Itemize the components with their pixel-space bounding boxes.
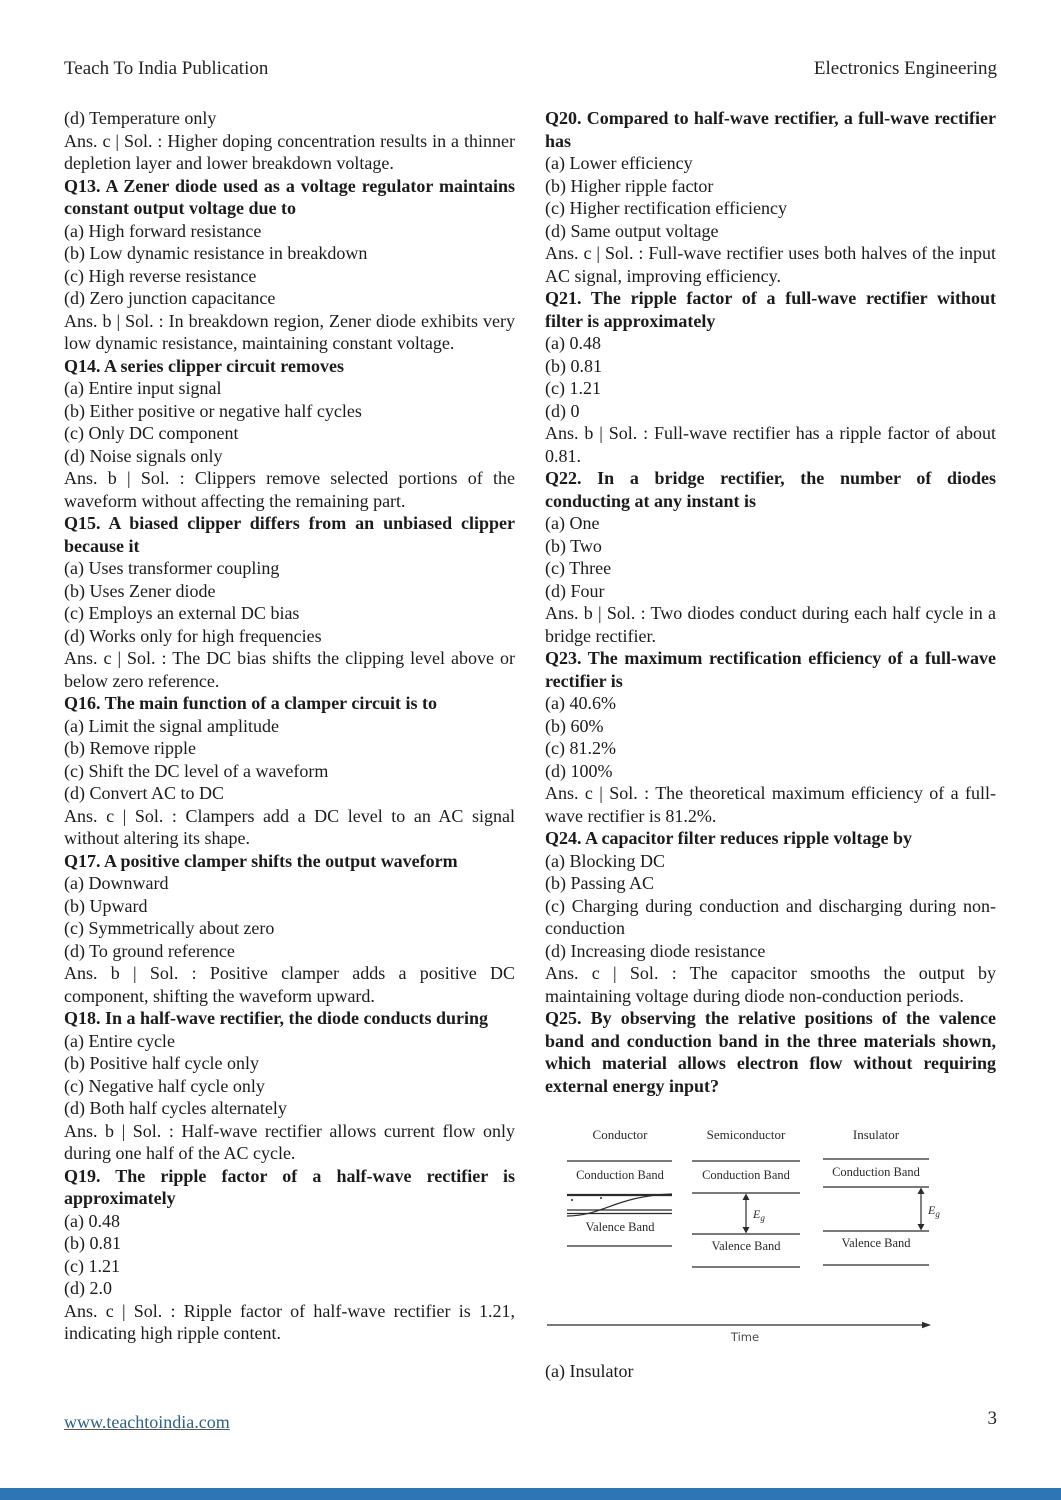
option-text: (d) Increasing diode resistance bbox=[545, 940, 766, 961]
option-text: (a) Entire cycle bbox=[64, 1030, 175, 1051]
option-text: (b) Higher ripple factor bbox=[545, 175, 714, 196]
subject-title: Electronics Engineering bbox=[813, 58, 997, 79]
question-text: Q22. In a bridge rectifier, the number of diodes conducting at any instant is bbox=[545, 468, 996, 511]
option-text: (a) High forward resistance bbox=[64, 220, 262, 241]
answer-text: Ans. c | Sol. : Ripple factor of half-wave rectifier is 1.21, indicating high ripple content. bbox=[64, 1300, 515, 1343]
question-text: Q25. By observing the relative positions of the valence band and conduction band in the three materials shown, which material allows electron flow without requiring external energy input? bbox=[545, 1008, 996, 1096]
footer-accent-bar bbox=[0, 1488, 1061, 1500]
option-text: (c) Three bbox=[545, 558, 612, 578]
conduction-band-label: Conduction Band bbox=[702, 1168, 790, 1182]
option-text: (b) Passing AC bbox=[545, 873, 655, 893]
valence-band-label: Valence Band bbox=[841, 1236, 911, 1250]
time-axis-arrowhead bbox=[922, 1322, 931, 1328]
left-column bbox=[64, 107, 515, 1382]
option-text: (a) Entire input signal bbox=[64, 378, 222, 398]
question-text: Q19. The ripple factor of a half-wave rectifier is approximately bbox=[64, 1165, 515, 1208]
option-text: (c) Only DC component bbox=[64, 423, 239, 443]
option-text: (b) Uses Zener diode bbox=[64, 580, 216, 601]
option-text: (a) 0.48 bbox=[64, 1210, 120, 1231]
conductor-title: Conductor bbox=[592, 1127, 648, 1142]
option-text: (b) 60% bbox=[545, 715, 604, 736]
answer-text: Ans. b | Sol. : In breakdown region, Zener diode exhibits very low dynamic resistance, maintaining constant voltage. bbox=[64, 310, 515, 353]
semiconductor-band-diagram bbox=[692, 1127, 800, 1267]
option-text: (c) 1.21 bbox=[64, 1255, 120, 1276]
right-column-after-diagram bbox=[545, 1360, 996, 1383]
option-text: (d) Zero junction capacitance bbox=[64, 288, 276, 308]
question-text: Q23. The maximum rectification efficiency of a full-wave rectifier is bbox=[545, 648, 996, 691]
option-text: (a) 40.6% bbox=[545, 693, 616, 713]
option-text: (d) Temperature only bbox=[64, 108, 217, 128]
option-text: (c) High reverse resistance bbox=[64, 265, 257, 286]
answer-text: Ans. c | Sol. : Clampers add a DC level to an AC signal without altering its shape. bbox=[64, 805, 515, 848]
question-text: Q18. In a half-wave rectifier, the diode conducts during bbox=[64, 1008, 489, 1028]
website-link[interactable]: www.teachtoindia.com bbox=[64, 1412, 230, 1432]
question-text: Q21. The ripple factor of a full-wave rectifier without filter is approximately bbox=[545, 288, 996, 331]
option-text: (d) Four bbox=[545, 580, 605, 601]
valence-band-label: Valence Band bbox=[585, 1220, 655, 1234]
right-column bbox=[545, 107, 996, 1382]
option-text: (b) Low dynamic resistance in breakdown bbox=[64, 243, 368, 263]
answer-text: Ans. c | Sol. : The DC bias shifts the clipping level above or below zero reference. bbox=[64, 648, 515, 691]
option-text: (d) Convert AC to DC bbox=[64, 783, 224, 803]
conduction-band-label: Conduction Band bbox=[576, 1168, 664, 1182]
option-text: (a) Insulator bbox=[545, 1360, 634, 1381]
question-text: Q16. The main function of a clamper circuit is to bbox=[64, 693, 437, 713]
option-text: (a) Lower efficiency bbox=[545, 153, 693, 173]
option-text: (a) Downward bbox=[64, 873, 169, 893]
question-text: Q15. A biased clipper differs from an unbiased clipper because it bbox=[64, 513, 515, 556]
option-text: (c) Higher rectification efficiency bbox=[545, 198, 788, 218]
option-text: (a) 0.48 bbox=[545, 333, 601, 353]
option-text: (b) 0.81 bbox=[545, 355, 602, 376]
answer-text: Ans. b | Sol. : Half-wave rectifier allows current flow only during one half of the AC cycle. bbox=[64, 1120, 515, 1163]
option-text: (b) Upward bbox=[64, 895, 148, 916]
option-text: (b) Either positive or negative half cycles bbox=[64, 400, 362, 421]
option-text: (d) Works only for high frequencies bbox=[64, 625, 322, 646]
option-text: (c) 1.21 bbox=[545, 378, 601, 398]
energy-gap-label: $E_g$ bbox=[928, 1203, 940, 1219]
option-text: (d) 2.0 bbox=[64, 1278, 112, 1298]
option-text: (c) Charging during conduction and discharging during non-conduction bbox=[545, 895, 996, 938]
option-text: (c) Employs an external DC bias bbox=[64, 603, 300, 623]
answer-text: Ans. b | Sol. : Positive clamper adds a positive DC component, shifting the waveform upward. bbox=[64, 963, 515, 1006]
option-text: (a) Limit the signal amplitude bbox=[64, 715, 279, 736]
answer-text: Ans. b | Sol. : Full-wave rectifier has a ripple factor of about 0.81. bbox=[545, 423, 996, 466]
insulator-title: Insulator bbox=[852, 1127, 900, 1142]
option-text: (c) Shift the DC level of a waveform bbox=[64, 760, 329, 781]
option-text: (b) Remove ripple bbox=[64, 738, 196, 758]
answer-text: Ans. c | Sol. : Higher doping concentration results in a thinner depletion layer and lower breakdown voltage. bbox=[64, 130, 515, 173]
answer-text: Ans. c | Sol. : The theoretical maximum efficiency of a full-wave rectifier is 81.2%. bbox=[545, 783, 996, 826]
energy-band-diagram bbox=[545, 1119, 955, 1354]
option-text: (d) 0 bbox=[545, 400, 580, 421]
answer-text: Ans. b | Sol. : Clippers remove selected portions of the waveform without affecting the remaining part. bbox=[64, 468, 515, 511]
option-text: (b) 0.81 bbox=[64, 1233, 121, 1253]
page-header bbox=[64, 58, 997, 80]
option-text: (b) Two bbox=[545, 535, 602, 556]
option-text: (a) Uses transformer coupling bbox=[64, 558, 280, 578]
option-text: (a) One bbox=[545, 513, 600, 533]
option-text: (c) Symmetrically about zero bbox=[64, 918, 275, 938]
semiconductor-title: Semiconductor bbox=[706, 1127, 786, 1142]
question-text: Q14. A series clipper circuit removes bbox=[64, 355, 344, 376]
option-text: (d) Both half cycles alternately bbox=[64, 1098, 287, 1118]
question-text: Q17. A positive clamper shifts the output waveform bbox=[64, 850, 458, 871]
conductor-band-diagram bbox=[567, 1127, 672, 1246]
option-text: (d) Noise signals only bbox=[64, 445, 223, 466]
question-text: Q13. A Zener diode used as a voltage regulator maintains constant output voltage due to bbox=[64, 175, 515, 218]
answer-text: Ans. c | Sol. : The capacitor smooths the output by maintaining voltage during diode non-conduction periods. bbox=[545, 963, 996, 1006]
valence-band-label: Valence Band bbox=[711, 1239, 781, 1253]
energy-gap-label: $E_g$ bbox=[753, 1207, 765, 1223]
option-text: (b) Positive half cycle only bbox=[64, 1053, 259, 1073]
insulator-band-diagram bbox=[823, 1127, 940, 1265]
conduction-band-label: Conduction Band bbox=[832, 1165, 920, 1179]
option-text: (c) 81.2% bbox=[545, 738, 616, 758]
option-text: (c) Negative half cycle only bbox=[64, 1075, 265, 1096]
band-diagram-figure bbox=[545, 1119, 996, 1360]
option-text: (d) To ground reference bbox=[64, 940, 235, 961]
question-text: Q24. A capacitor filter reduces ripple voltage by bbox=[545, 828, 912, 848]
page-number: 3 bbox=[987, 1408, 997, 1429]
answer-text: Ans. b | Sol. : Two diodes conduct during each half cycle in a bridge rectifier. bbox=[545, 603, 996, 646]
option-text: (d) Same output voltage bbox=[545, 220, 719, 241]
time-axis bbox=[547, 1322, 931, 1344]
question-text: Q20. Compared to half-wave rectifier, a full-wave rectifier has bbox=[545, 108, 996, 151]
option-text: (a) Blocking DC bbox=[545, 850, 665, 871]
two-column-body bbox=[64, 107, 997, 1382]
right-column-blocks bbox=[545, 107, 996, 1097]
answer-text: Ans. c | Sol. : Full-wave rectifier uses both halves of the input AC signal, improving efficiency. bbox=[545, 243, 996, 286]
publisher-title: Teach To India Publication bbox=[64, 58, 269, 79]
option-text: (d) 100% bbox=[545, 760, 613, 781]
band-overlap-curve bbox=[567, 1194, 672, 1216]
time-axis-label: Time bbox=[730, 1330, 760, 1344]
